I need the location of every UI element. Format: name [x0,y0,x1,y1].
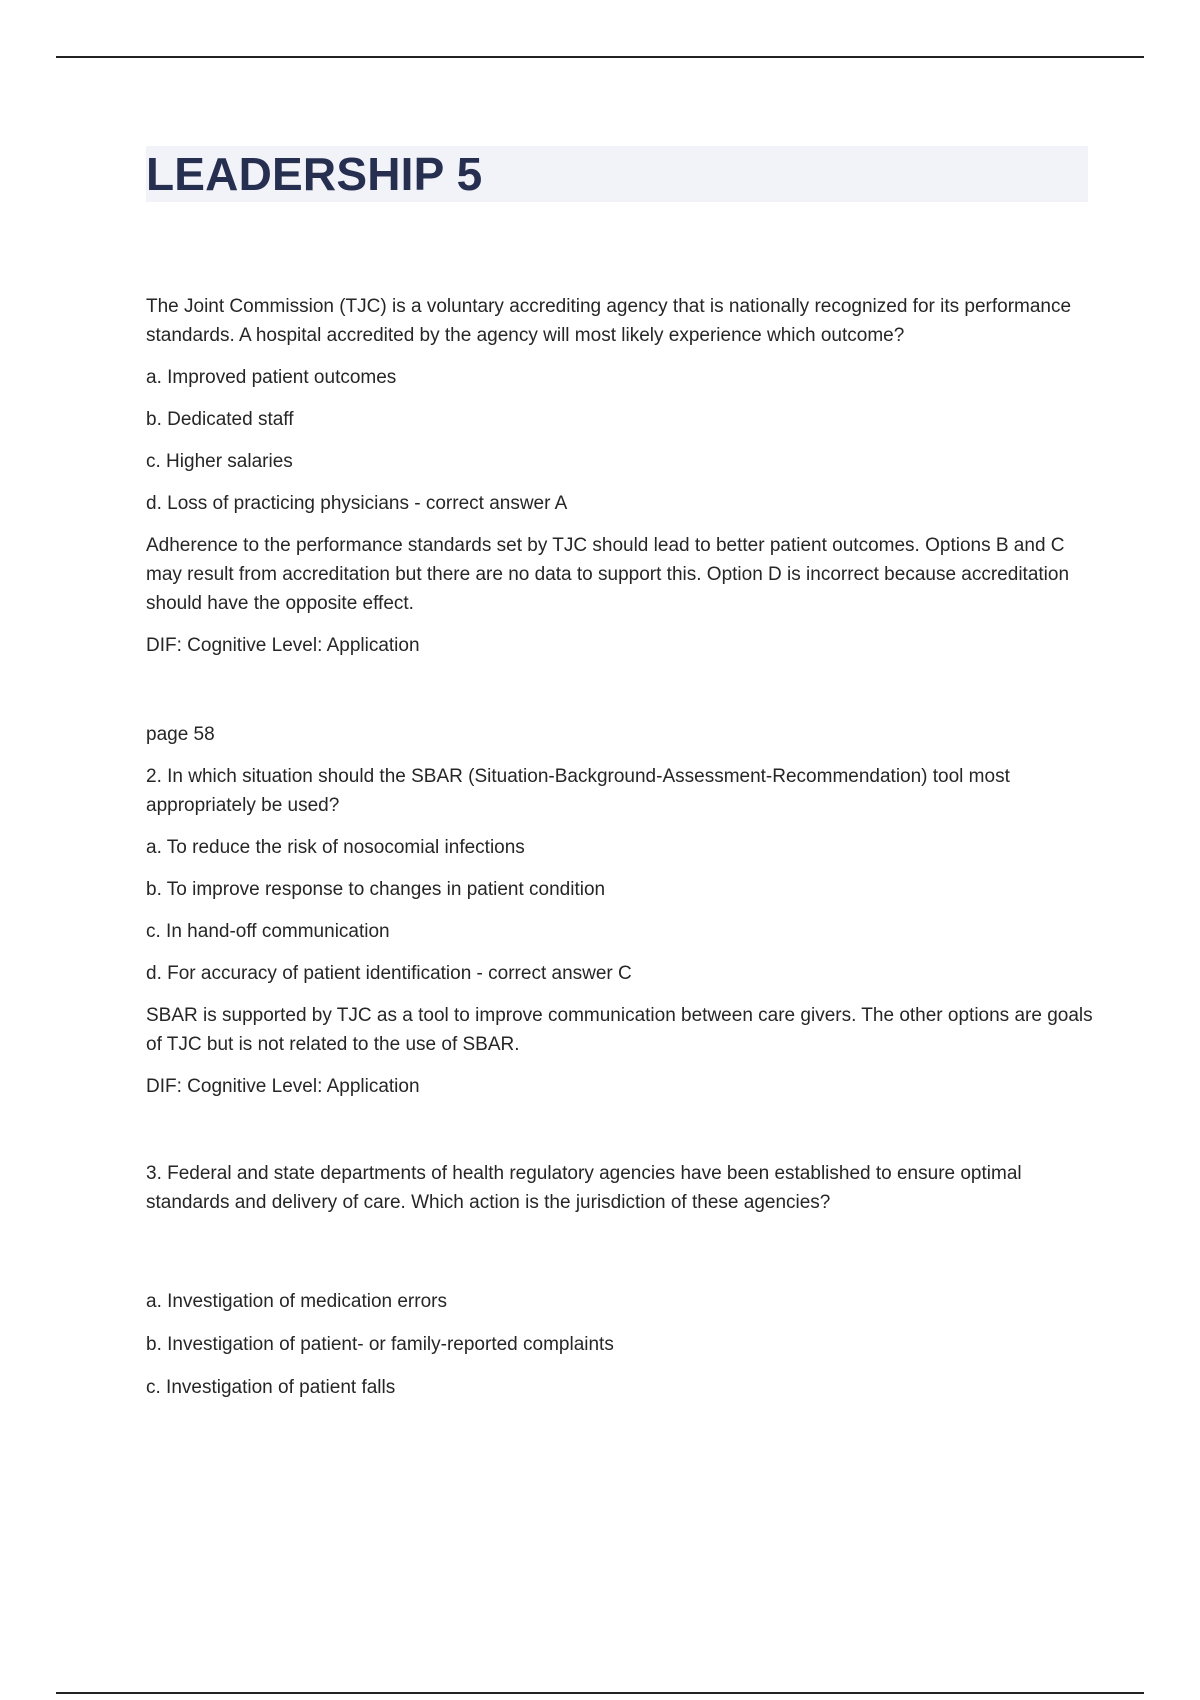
question-2-stem: 2. In which situation should the SBAR (Situation-Background-Assessment-Recommendation) tool most appropriately be used? [146,766,1010,816]
question-1-option-c: c. Higher salaries [146,451,293,472]
question-2-dif: DIF: Cognitive Level: Application [146,1076,420,1097]
question-2-option-d: d. For accuracy of patient identification - correct answer C [146,963,632,984]
question-2-option-c: c. In hand-off communication [146,921,390,942]
question-3-stem: 3. Federal and state departments of health regulatory agencies have been established to ensure optimal standards and delivery of care. Which action is the jurisdiction of these agencies? [146,1163,1022,1213]
question-1-option-b: b. Dedicated staff [146,409,294,430]
question-1-rationale: Adherence to the performance standards set by TJC should lead to better patient outcomes. Options B and C may result from accreditation but there are no data to support this. Option D is incorrect because accreditation should have the opposite effect. [146,535,1070,614]
document-body [146,292,1096,1402]
question-3-option-c: c. Investigation of patient falls [146,1377,396,1398]
question-1-stem: The Joint Commission (TJC) is a voluntary accrediting agency that is nationally recognized for its performance standards. A hospital accredited by the agency will most likely experience which outcome? [146,296,1072,346]
top-rule [56,56,1144,58]
page-title: LEADERSHIP 5 [146,148,483,200]
question-3-option-a: a. Investigation of medication errors [146,1291,447,1312]
question-1-option-d: d. Loss of practicing physicians - correct answer A [146,493,568,514]
page-reference: page 58 [146,724,215,745]
question-3-option-b: b. Investigation of patient- or family-reported complaints [146,1334,614,1355]
bottom-rule [56,1692,1144,1694]
question-2-option-a: a. To reduce the risk of nosocomial infections [146,837,525,858]
question-2-rationale: SBAR is supported by TJC as a tool to improve communication between care givers. The other options are goals of TJC but is not related to the use of SBAR. [146,1005,1093,1055]
question-1-option-a: a. Improved patient outcomes [146,367,397,388]
question-2-option-b: b. To improve response to changes in patient condition [146,879,606,900]
question-1-dif: DIF: Cognitive Level: Application [146,635,420,656]
